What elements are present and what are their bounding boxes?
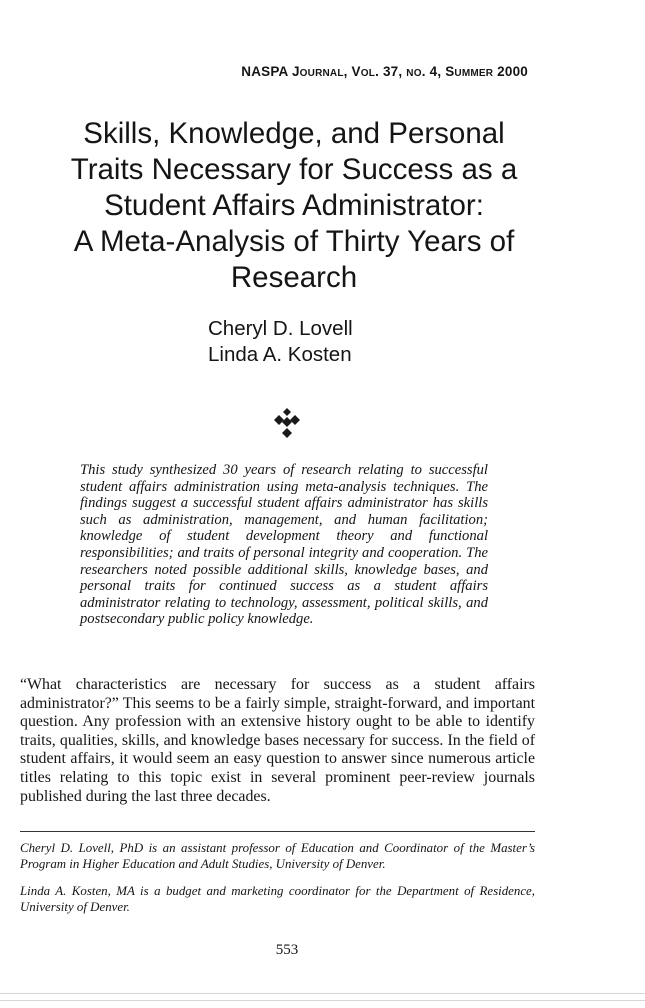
header-vol-prefix: , V bbox=[343, 64, 361, 79]
author-note: Cheryl D. Lovell, PhD is an assistant professor of Education and Coordinator of the Master’s Program in Higher Education and Adult Studies, University of Denver. bbox=[20, 841, 535, 871]
header-year: 2000 bbox=[493, 64, 528, 79]
diamond-cluster-icon bbox=[273, 408, 301, 440]
title-line: Skills, Knowledge, and Personal bbox=[83, 117, 505, 150]
header-issue-number: . 4, S bbox=[421, 64, 455, 79]
header-journal-smallcaps: OURNAL bbox=[299, 68, 344, 79]
author-list bbox=[208, 316, 353, 368]
author-note: Linda A. Kosten, MA is a budget and marketing coordinator for the Department of Residence, University of Denver. bbox=[20, 884, 535, 914]
page-edge-line bbox=[0, 993, 645, 994]
page-edge-line bbox=[0, 1000, 645, 1001]
article-title bbox=[40, 116, 548, 296]
running-header bbox=[200, 64, 528, 79]
author-name: Linda A. Kosten bbox=[208, 343, 352, 366]
title-line: A Meta-Analysis of Thirty Years of bbox=[73, 225, 515, 258]
abstract: This study synthesized 30 years of research relating to successful student affairs administration using meta-analysis techniques. The findings suggest a successful student affairs administrator has skills such as administration, management, and human facilitation; knowledge of student development theory and functional responsibilities; and traits of personal integrity and cooperation. The researchers noted possible additional skills, knowledge bases, and personal traits for continued success as a student affairs administrator relating to technology, assessment, political skills, and postsecondary public policy knowledge. bbox=[80, 462, 488, 628]
page-number: 553 bbox=[275, 942, 299, 958]
title-line: Research bbox=[230, 261, 358, 294]
header-vol-number: . 37, bbox=[375, 64, 407, 79]
header-season-smallcaps: UMMER bbox=[454, 68, 494, 79]
header-journal-prefix: NASPA J bbox=[241, 64, 300, 79]
header-vol-smallcaps: OL bbox=[360, 68, 376, 79]
header-no-smallcaps: NO bbox=[406, 68, 422, 79]
body-paragraph: “What characteristics are necessary for success as a student affairs administrator?” This seems to be a fairly simple, straight-forward, and important question. Any profession with an extensive history ought to be able to identify traits, qualities, skills, and knowledge bases necessary for success. In the field of student affairs, it would seem an easy question to answer since numerous article titles relating to this topic exist in several prominent peer-review journals published during the last three decades. bbox=[20, 676, 535, 805]
title-line: Student Affairs Administrator: bbox=[104, 189, 484, 222]
footnote-divider bbox=[20, 831, 535, 832]
title-line: Traits Necessary for Success as a bbox=[70, 153, 518, 186]
author-name: Cheryl D. Lovell bbox=[208, 317, 353, 340]
